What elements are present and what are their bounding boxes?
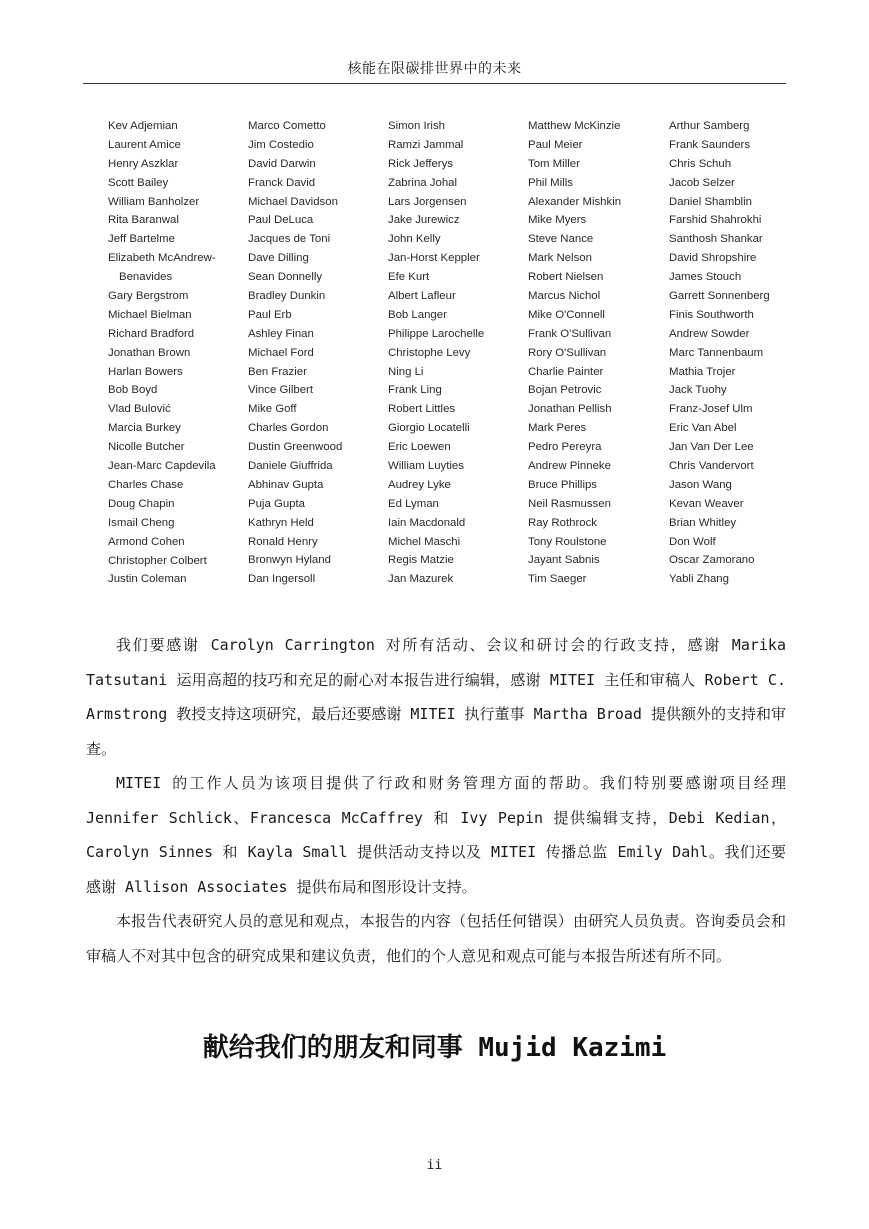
person-name: John Kelly	[388, 233, 441, 246]
person-name: Yabli Zhang	[669, 573, 729, 586]
person-name: David Shropshire	[669, 252, 757, 265]
person-name: Andrew Pinneke	[528, 460, 611, 473]
person-name: Santhosh Shankar	[669, 233, 763, 246]
person-name: Richard Bradford	[108, 327, 195, 340]
person-name: Christopher Colbert	[108, 554, 207, 567]
person-name: Scott Bailey	[108, 176, 169, 189]
person-name: Paul DeLuca	[248, 214, 314, 227]
person-name: Matthew McKinzie	[528, 120, 621, 132]
person-name: Iain Macdonald	[388, 516, 466, 529]
person-name: Albert Lafleur	[388, 290, 456, 303]
person-name: Daniel Shamblin	[669, 195, 752, 208]
person-name: Vince Gilbert	[248, 384, 314, 397]
person-name: Bob Boyd	[108, 384, 158, 397]
person-name: Tony Roulstone	[528, 535, 607, 548]
disclaimer-paragraph: 本报告代表研究人员的意见和观点，本报告的内容（包括任何错误）由研究人员负责。咨询委员会和审稿人不对其中包含的研究成果和建议负责，他们的个人意见和观点可能与本报告所述有所不同。	[86, 912, 786, 965]
person-name: Jonathan Pellish	[528, 403, 612, 416]
names-column-5	[669, 117, 819, 589]
person-name: William Luyties	[388, 460, 464, 473]
person-name: Andrew Sowder	[669, 327, 750, 340]
person-name: Mark Nelson	[528, 252, 592, 265]
person-name: Neil Rasmussen	[528, 497, 611, 510]
person-name: Phil Mills	[528, 176, 573, 189]
person-name: Michael Bielman	[108, 308, 192, 321]
acknowledgement-body	[86, 628, 786, 973]
person-name: Paul Erb	[248, 308, 292, 321]
person-name: Mathia Trojer	[669, 365, 736, 378]
person-name	[108, 249, 258, 287]
person-name: Marcus Nichol	[528, 290, 601, 303]
person-name: Marcia Burkey	[108, 422, 181, 435]
person-name: Bob Langer	[388, 308, 447, 321]
names-column-1	[108, 117, 258, 589]
person-name: Michael Ford	[248, 346, 314, 359]
person-name: Marco Cometto	[248, 120, 326, 132]
person-name: Frank Ling	[388, 384, 442, 397]
person-name: Charles Gordon	[248, 422, 329, 435]
person-name: Jan-Horst Keppler	[388, 252, 480, 265]
person-name: Garrett Sonnenberg	[669, 290, 770, 303]
person-name: Lars Jorgensen	[388, 195, 467, 208]
person-name: David Darwin	[248, 157, 316, 170]
person-name: Chris Schuh	[669, 157, 732, 170]
person-name: Ismail Cheng	[108, 516, 175, 529]
person-name: Franck David	[248, 176, 316, 189]
person-name: Jan Van Der Lee	[669, 441, 754, 454]
person-name: Gary Bergstrom	[108, 290, 189, 303]
person-name: Kevan Weaver	[669, 497, 744, 510]
names-column-2	[248, 117, 398, 589]
person-name: Dustin Greenwood	[248, 441, 343, 454]
person-name: Henry Aszklar	[108, 157, 179, 170]
person-name-line: Elizabeth McAndrew-	[108, 252, 216, 265]
person-name: Christophe Levy	[388, 346, 471, 359]
person-name: Ray Rothrock	[528, 516, 598, 529]
acknowledged-names-grid	[0, 117, 869, 597]
person-name: James Stouch	[669, 271, 742, 284]
person-name: Efe Kurt	[388, 271, 430, 284]
person-name: Mike O'Connell	[528, 308, 605, 321]
person-name: Eric Van Abel	[669, 422, 737, 435]
person-name: Pedro Pereyra	[528, 441, 602, 454]
person-name: William Banholzer	[108, 195, 200, 208]
person-name: Puja Gupta	[248, 497, 305, 510]
person-name: Tom Miller	[528, 157, 580, 170]
person-name: Jack Tuohy	[669, 384, 727, 397]
person-name: Ben Frazier	[248, 365, 307, 378]
person-name: Ramzi Jammal	[388, 138, 464, 151]
person-name: Harlan Bowers	[108, 365, 183, 378]
person-name: Farshid Shahrokhi	[669, 214, 762, 227]
person-name: Finis Southworth	[669, 308, 754, 321]
page-number: ii	[426, 1158, 443, 1173]
person-name: Doug Chapin	[108, 497, 175, 510]
person-name: Nicolle Butcher	[108, 441, 185, 454]
person-name: Robert Littles	[388, 403, 456, 416]
person-name: Tim Saeger	[528, 573, 587, 586]
person-name: Dave Dilling	[248, 252, 309, 265]
person-name: Ronald Henry	[248, 535, 318, 548]
person-name: Steve Nance	[528, 233, 594, 246]
person-name: Frank Saunders	[669, 138, 751, 151]
person-name: Jayant Sabnis	[528, 554, 600, 567]
person-name: Jean-Marc Capdevila	[108, 460, 216, 473]
person-name: Eric Loewen	[388, 441, 451, 454]
person-name: Jonathan Brown	[108, 346, 191, 359]
person-name: Philippe Larochelle	[388, 327, 485, 340]
person-name: Bojan Petrovic	[528, 384, 602, 397]
person-name: Jan Mazurek	[388, 573, 454, 586]
person-name: Rory O'Sullivan	[528, 346, 607, 359]
person-name: Arthur Samberg	[669, 120, 750, 132]
person-name: Kev Adjemian	[108, 120, 178, 132]
person-name: Audrey Lyke	[388, 478, 451, 491]
person-name: Jim Costedio	[248, 138, 314, 151]
person-name: Regis Matzie	[388, 554, 454, 567]
person-name: Daniele Giuffrida	[248, 460, 333, 473]
person-name: Ning Li	[388, 365, 424, 378]
person-name: Rita Baranwal	[108, 214, 179, 227]
person-name: Chris Vandervort	[669, 460, 754, 473]
person-name: Jeff Bartelme	[108, 233, 175, 246]
dedication-heading: 献给我们的朋友和同事 Mujid Kazimi	[202, 1033, 667, 1063]
person-name: Vlad Bulović	[108, 403, 171, 416]
person-name: Franz-Josef Ulm	[669, 403, 753, 416]
person-name-continuation: Benavides	[119, 271, 173, 284]
person-name: Michel Maschi	[388, 535, 461, 548]
person-name: Abhinav Gupta	[248, 478, 324, 491]
person-name: Bruce Phillips	[528, 478, 598, 491]
person-name: Jake Jurewicz	[388, 214, 460, 227]
person-name: Don Wolf	[669, 535, 716, 548]
acknowledgement-paragraph-staff: 我们要感谢 Carolyn Carrington 对所有活动、会议和研讨会的行政支持，感谢 Marika Tatsutani 运用高超的技巧和充足的耐心对本报告进行编辑，感谢 MITEI 主任和审稿人 Robert C. Armstrong 教授支持这项研究，最后还要感谢 MITEI 执行董事 Martha Broad 提供额外的支持和审查。	[86, 636, 786, 758]
person-name: Robert Nielsen	[528, 271, 604, 284]
person-name: Charles Chase	[108, 478, 184, 491]
person-name: Armond Cohen	[108, 535, 185, 548]
person-name: Bronwyn Hyland	[248, 554, 331, 567]
person-name: Mike Goff	[248, 403, 297, 416]
person-name: Michael Davidson	[248, 195, 338, 208]
person-name: Charlie Painter	[528, 365, 604, 378]
person-name: Jason Wang	[669, 478, 732, 491]
person-name: Alexander Mishkin	[528, 195, 622, 208]
person-name: Oscar Zamorano	[669, 554, 755, 567]
running-header-title: 核能在限碳排世界中的未来	[347, 61, 522, 77]
names-column-3	[388, 117, 538, 589]
person-name: Marc Tannenbaum	[669, 346, 764, 359]
person-name: Simon Irish	[388, 120, 445, 132]
person-name: Mark Peres	[528, 422, 587, 435]
header-divider	[83, 83, 786, 84]
person-name: Mike Myers	[528, 214, 587, 227]
person-name: Dan Ingersoll	[248, 573, 316, 586]
person-name: Laurent Amice	[108, 138, 181, 151]
person-name: Brian Whitley	[669, 516, 737, 529]
person-name: Zabrina Johal	[388, 176, 458, 189]
person-name: Paul Meier	[528, 138, 583, 151]
person-name: Kathryn Held	[248, 516, 314, 529]
names-column-4	[528, 117, 678, 589]
person-name: Rick Jefferys	[388, 157, 453, 170]
person-name: Bradley Dunkin	[248, 290, 326, 303]
person-name: Jacob Selzer	[669, 176, 735, 189]
person-name: Ed Lyman	[388, 497, 439, 510]
person-name: Sean Donnelly	[248, 271, 323, 284]
person-name: Justin Coleman	[108, 573, 187, 586]
person-name: Frank O'Sullivan	[528, 327, 612, 340]
person-name: Giorgio Locatelli	[388, 422, 470, 435]
person-name: Jacques de Toni	[248, 233, 331, 246]
acknowledgement-paragraph-mitei: MITEI 的工作人员为该项目提供了行政和财务管理方面的帮助。我们特别要感谢项目经理 Jennifer Schlick、Francesca McCaffrey 和 Ivy Pepin 提供编辑支持，Debi Kedian，Carolyn Sinnes 和 Kayla Small 提供活动支持以及 MITEI 传播总监 Emily Dahl。我们还要感谢 Allison Associates 提供布局和图形设计支持。	[86, 774, 786, 896]
person-name: Ashley Finan	[248, 327, 314, 340]
